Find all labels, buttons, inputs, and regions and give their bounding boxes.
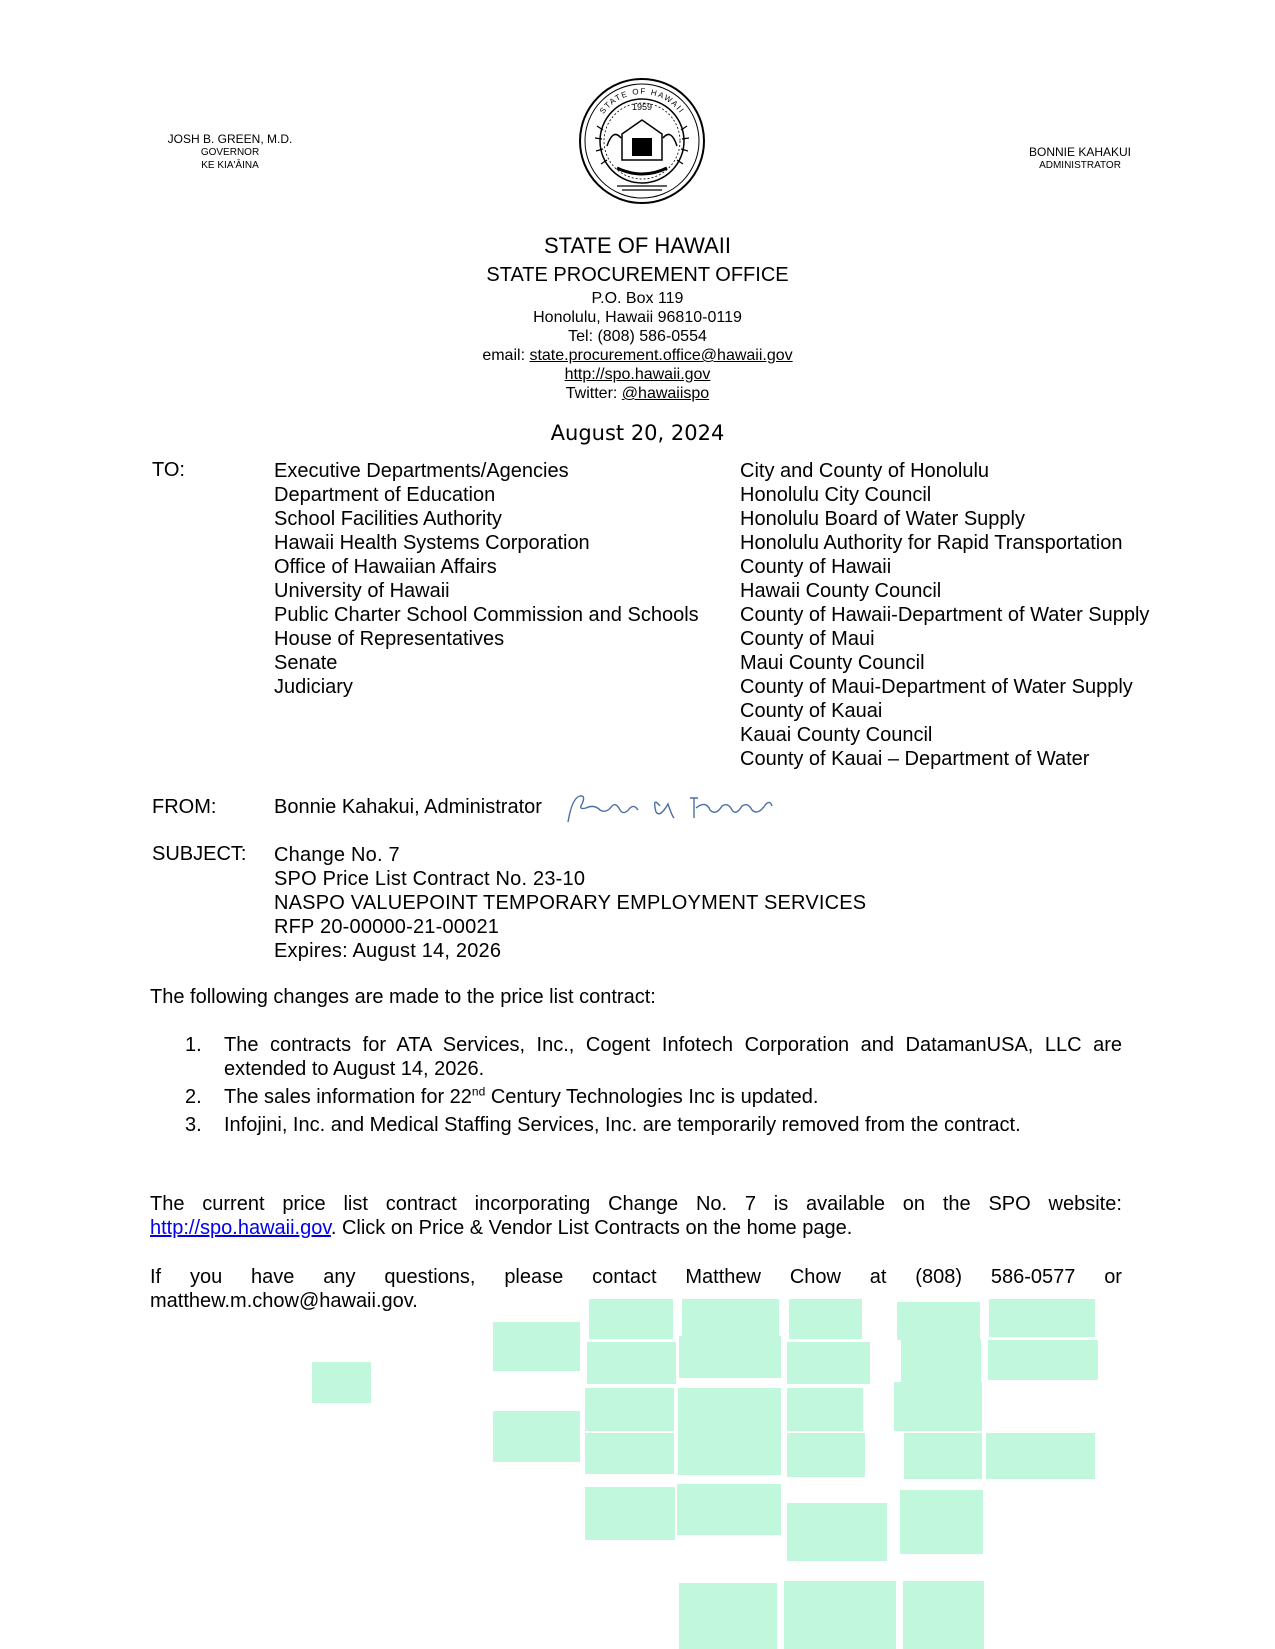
- redaction-block: [787, 1388, 863, 1431]
- governor-title-hawaiian: KE KIA'ĀINA: [201, 160, 259, 171]
- subject-line: Change No. 7: [274, 844, 400, 866]
- word: contract: [385, 1193, 457, 1215]
- governor-title: GOVERNOR: [200, 147, 260, 158]
- email-line: [0, 346, 1275, 365]
- word: contact: [592, 1266, 657, 1288]
- signature-icon: [560, 788, 780, 828]
- office-address: [0, 289, 1275, 403]
- redaction-block: [900, 1490, 983, 1554]
- redaction-block: [904, 1433, 982, 1479]
- word: on: [902, 1193, 926, 1215]
- administrator-title: ADMINISTRATOR: [1039, 160, 1121, 171]
- redaction-block: [493, 1322, 580, 1371]
- redaction-block: [589, 1299, 673, 1339]
- word: please: [504, 1266, 564, 1288]
- redaction-block: [679, 1583, 777, 1649]
- redaction-block: [312, 1362, 371, 1403]
- to-label: TO:: [152, 459, 185, 481]
- to-recipient: City and County of Honolulu: [740, 460, 990, 482]
- governor-block: [130, 133, 330, 172]
- redaction-block: [682, 1299, 779, 1337]
- website-link[interactable]: http://spo.hawaii.gov: [564, 366, 711, 383]
- changes-list: [185, 1033, 1122, 1141]
- to-recipient: County of Maui-Department of Water Supply: [740, 676, 1133, 698]
- word: or: [1104, 1266, 1122, 1288]
- to-recipient: Department of Education: [274, 484, 496, 506]
- spo-website-link[interactable]: http://spo.hawaii.gov: [150, 1217, 331, 1239]
- redaction-block: [587, 1342, 676, 1384]
- to-recipient: Hawaii County Council: [740, 580, 942, 602]
- to-recipient: County of Kauai: [740, 700, 883, 722]
- to-recipient: County of Hawaii: [740, 556, 892, 578]
- redaction-block: [789, 1299, 862, 1339]
- po-box: P.O. Box 119: [591, 290, 684, 307]
- redaction-block: [784, 1581, 896, 1649]
- email-link[interactable]: state.procurement.office@hawaii.gov: [529, 347, 793, 364]
- word: the: [942, 1193, 971, 1215]
- office-name: STATE PROCUREMENT OFFICE: [486, 264, 789, 286]
- word: (808): [915, 1266, 962, 1288]
- to-recipient: Maui County Council: [740, 652, 925, 674]
- redaction-block: [787, 1342, 870, 1384]
- word: price: [282, 1193, 326, 1215]
- twitter-label: Twitter:: [565, 385, 622, 402]
- to-recipient: Senate: [274, 652, 338, 674]
- word: No.: [695, 1193, 728, 1215]
- to-recipient: Honolulu City Council: [740, 484, 932, 506]
- contact-email: matthew.m.chow@hawaii.gov.: [150, 1290, 418, 1312]
- redaction-block: [894, 1382, 982, 1431]
- redaction-block: [585, 1433, 674, 1474]
- word: current: [202, 1193, 265, 1215]
- redaction-block: [986, 1433, 1095, 1479]
- contact-paragraph-line: [150, 1265, 1122, 1289]
- redaction-block: [988, 1340, 1098, 1380]
- telephone: Tel: (808) 586-0554: [568, 328, 707, 345]
- word: incorporating: [474, 1193, 591, 1215]
- subject-label: SUBJECT:: [152, 843, 247, 865]
- to-recipients-right: [740, 459, 1149, 771]
- redaction-block: [989, 1299, 1095, 1337]
- redaction-block: [678, 1388, 781, 1475]
- to-recipient: Honolulu Authority for Rapid Transportation: [740, 532, 1123, 554]
- redaction-block: [679, 1336, 781, 1378]
- word: If: [150, 1266, 162, 1288]
- word: any: [323, 1266, 356, 1288]
- to-recipient: Executive Departments/Agencies: [274, 460, 569, 482]
- word: 586-0577: [990, 1266, 1076, 1288]
- to-recipient: Kauai County Council: [740, 724, 933, 746]
- word: Matthew: [685, 1266, 761, 1288]
- word: SPO: [988, 1193, 1031, 1215]
- word: questions,: [384, 1266, 476, 1288]
- seal-top-text: STATE OF HAWAII: [597, 86, 687, 116]
- subject-line: SPO Price List Contract No. 23-10: [274, 868, 586, 890]
- to-recipient: Office of Hawaiian Affairs: [274, 556, 497, 578]
- list-item: 2. The sales information for 22nd Century Technologies Inc is updated.: [185, 1084, 819, 1108]
- redaction-block: [493, 1411, 580, 1462]
- state-title: STATE OF HAWAII: [544, 233, 731, 258]
- redaction-block: [677, 1484, 781, 1535]
- memo-date: August 20, 2024: [550, 421, 725, 445]
- to-recipient: Judiciary: [274, 676, 353, 698]
- to-recipient: County of Hawaii-Department of Water Supply: [740, 604, 1150, 626]
- twitter-link[interactable]: @hawaiispo: [621, 385, 710, 402]
- list-item: 1. The contracts for ATA Services, Inc., Cogent Infotech Corporation and DatamanUSA, LLC are extended to August 14, 2026.: [185, 1034, 1122, 1080]
- subject-line: Expires: August 14, 2026: [274, 940, 502, 962]
- to-recipient: County of Maui: [740, 628, 875, 650]
- word: have: [251, 1266, 295, 1288]
- redaction-block: [787, 1433, 865, 1477]
- redaction-block: [787, 1503, 887, 1561]
- word: The: [150, 1193, 185, 1215]
- website-paragraph-line: [150, 1192, 1122, 1216]
- to-recipient: School Facilities Authority: [274, 508, 502, 530]
- governor-name: JOSH B. GREEN, M.D.: [167, 132, 293, 146]
- to-recipient: University of Hawaii: [274, 580, 450, 602]
- subject-lines: [274, 843, 866, 963]
- to-recipient: Hawaii Health Systems Corporation: [274, 532, 590, 554]
- administrator-name: BONNIE KAHAKUI: [1028, 145, 1132, 159]
- redaction-block: [897, 1302, 980, 1340]
- email-label: email:: [482, 347, 530, 364]
- to-recipient: House of Representatives: [274, 628, 505, 650]
- subject-line: RFP 20-00000-21-00021: [274, 916, 500, 938]
- website-paragraph: [150, 1192, 1122, 1240]
- from-sender: Bonnie Kahakui, Administrator: [274, 796, 542, 818]
- administrator-block: [1005, 146, 1155, 172]
- word: Change: [608, 1193, 679, 1215]
- to-recipients-left: [274, 459, 699, 699]
- state-seal-icon: [577, 76, 707, 206]
- to-recipient: Public Charter School Commission and Schools: [274, 604, 699, 626]
- from-label: FROM:: [152, 796, 217, 818]
- redaction-block: [903, 1581, 984, 1649]
- word: Chow: [789, 1266, 841, 1288]
- word: available: [806, 1193, 885, 1215]
- city-line: Honolulu, Hawaii 96810-0119: [533, 309, 742, 326]
- twitter-line: [0, 384, 1275, 403]
- to-recipient: Honolulu Board of Water Supply: [740, 508, 1025, 530]
- intro-paragraph: The following changes are made to the price list contract:: [150, 986, 656, 1008]
- redaction-block: [901, 1339, 981, 1385]
- word: at: [869, 1266, 887, 1288]
- website-paragraph-tail: . Click on Price & Vendor List Contracts on the home page.: [330, 1217, 853, 1239]
- word: website:: [1048, 1193, 1122, 1215]
- seal-year: 1959: [631, 102, 653, 112]
- word: you: [189, 1266, 223, 1288]
- to-recipient: County of Kauai – Department of Water: [740, 748, 1090, 770]
- word: list: [343, 1193, 368, 1215]
- redaction-block: [585, 1487, 675, 1540]
- redaction-block: [585, 1388, 674, 1431]
- word: is: [773, 1193, 789, 1215]
- list-item: 3. Infojini, Inc. and Medical Staffing Services, Inc. are temporarily removed from the contract.: [185, 1114, 1021, 1136]
- subject-line: NASPO VALUEPOINT TEMPORARY EMPLOYMENT SERVICES: [274, 892, 867, 914]
- word: 7: [744, 1193, 756, 1215]
